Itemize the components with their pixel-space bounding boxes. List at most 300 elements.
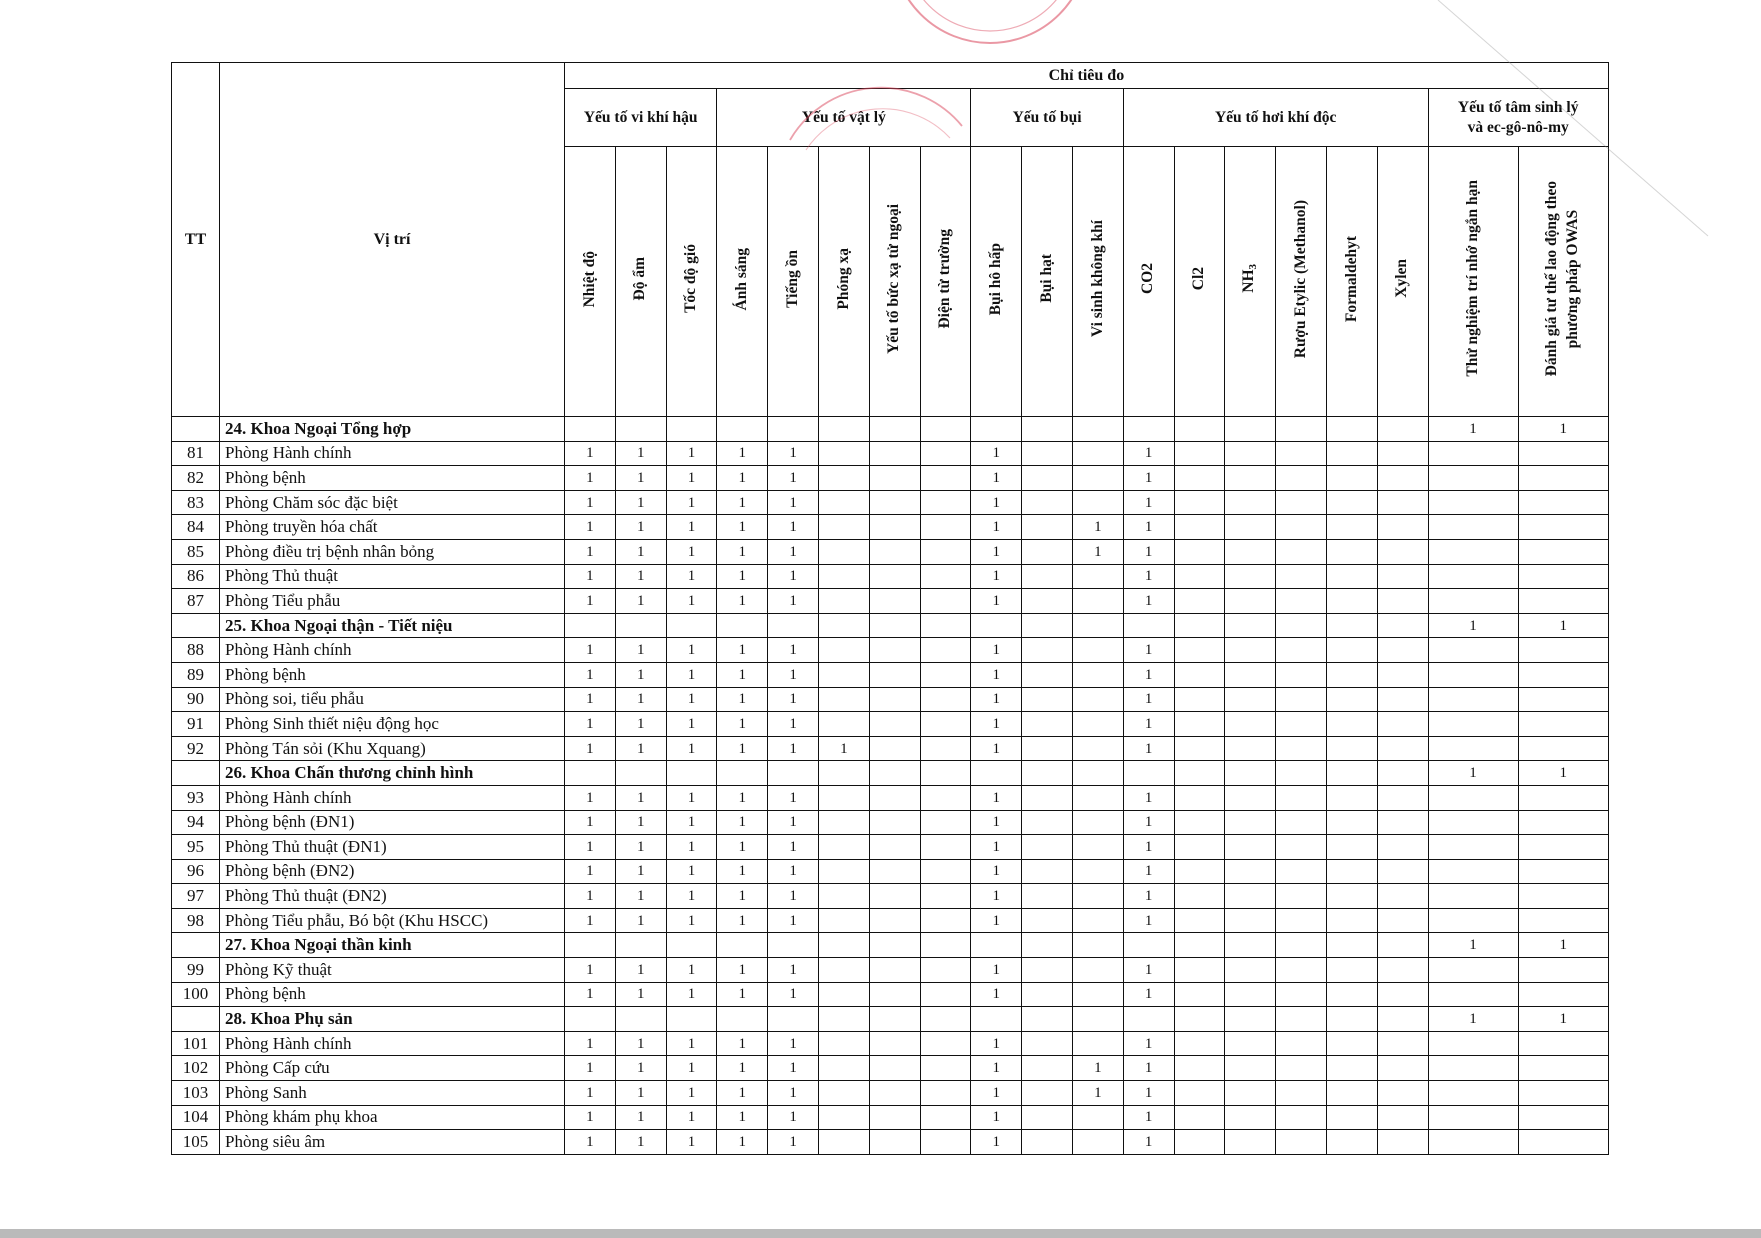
column-header-label: Ánh sáng (732, 247, 750, 311)
cell-dien-tu-truong (920, 1056, 971, 1081)
cell-do-am: 1 (615, 1130, 666, 1155)
cell-tri-nho-ngan-han (1428, 835, 1518, 860)
cell-anh-sang (717, 761, 768, 786)
cell-vi-sinh-khong-khi (1072, 835, 1123, 860)
row-location-cell: Phòng bệnh (220, 662, 565, 687)
row-location-cell: Phòng Tán sỏi (Khu Xquang) (220, 736, 565, 761)
cell-tieng-on: 1 (768, 564, 819, 589)
cell-ruou-etylic (1276, 736, 1327, 761)
column-header-toc-do-gio (666, 147, 717, 417)
cell-dien-tu-truong (920, 466, 971, 491)
cell-nh3 (1225, 712, 1276, 737)
cell-formaldehyt (1326, 785, 1377, 810)
column-header-label: Nhiệt độ (580, 250, 598, 308)
column-header-anh-sang (717, 147, 768, 417)
cell-tieng-on: 1 (768, 539, 819, 564)
cell-dien-tu-truong (920, 539, 971, 564)
cell-buc-xa-tu-ngoai (869, 662, 920, 687)
group-header-line: Yếu tố tâm sinh lý (1457, 99, 1579, 117)
cell-anh-sang: 1 (717, 908, 768, 933)
cell-bui-hat (1022, 908, 1073, 933)
column-header-label: Thử nghiệm trí nhớ ngắn hạn (1463, 180, 1481, 378)
cell-nhiet-do: 1 (565, 490, 616, 515)
cell-tri-nho-ngan-han: 1 (1428, 1007, 1518, 1032)
cell-toc-do-gio: 1 (666, 662, 717, 687)
cell-co2: 1 (1123, 810, 1174, 835)
cell-bui-hat (1022, 564, 1073, 589)
cell-co2 (1123, 613, 1174, 638)
cell-anh-sang: 1 (717, 712, 768, 737)
cell-formaldehyt (1326, 613, 1377, 638)
cell-toc-do-gio (666, 417, 717, 442)
cell-cl2 (1174, 859, 1225, 884)
cell-anh-sang: 1 (717, 687, 768, 712)
cell-owas (1518, 810, 1608, 835)
cell-owas (1518, 1130, 1608, 1155)
cell-xylen (1377, 417, 1428, 442)
cell-bui-ho-hap: 1 (971, 515, 1022, 540)
cell-tieng-on: 1 (768, 785, 819, 810)
row-location-cell: Phòng Chăm sóc đặc biệt (220, 490, 565, 515)
cell-tieng-on (768, 613, 819, 638)
cell-toc-do-gio: 1 (666, 638, 717, 663)
cell-buc-xa-tu-ngoai (869, 564, 920, 589)
cell-phong-xa (818, 785, 869, 810)
cell-toc-do-gio: 1 (666, 564, 717, 589)
cell-toc-do-gio (666, 933, 717, 958)
row-tt-cell (172, 417, 220, 442)
cell-dien-tu-truong (920, 564, 971, 589)
cell-phong-xa (818, 589, 869, 614)
cell-dien-tu-truong (920, 810, 971, 835)
cell-toc-do-gio: 1 (666, 958, 717, 983)
cell-bui-hat (1022, 515, 1073, 540)
cell-tri-nho-ngan-han: 1 (1428, 417, 1518, 442)
cell-xylen (1377, 933, 1428, 958)
cell-ruou-etylic (1276, 933, 1327, 958)
cell-co2: 1 (1123, 835, 1174, 860)
cell-owas (1518, 1105, 1608, 1130)
cell-owas (1518, 859, 1608, 884)
cell-anh-sang (717, 417, 768, 442)
seal-inner-ring (904, 0, 1076, 31)
column-header-label: Yếu tố bức xạ tử ngoại (885, 203, 903, 354)
table-row (172, 638, 1609, 663)
cell-toc-do-gio: 1 (666, 810, 717, 835)
cell-tieng-on: 1 (768, 687, 819, 712)
cell-anh-sang: 1 (717, 982, 768, 1007)
cell-nhiet-do: 1 (565, 564, 616, 589)
cell-xylen (1377, 958, 1428, 983)
cell-tieng-on: 1 (768, 1056, 819, 1081)
cell-cl2 (1174, 466, 1225, 491)
cell-nh3 (1225, 736, 1276, 761)
cell-nhiet-do: 1 (565, 785, 616, 810)
cell-nhiet-do: 1 (565, 1105, 616, 1130)
cell-tieng-on: 1 (768, 712, 819, 737)
row-tt-cell: 104 (172, 1105, 220, 1130)
cell-buc-xa-tu-ngoai (869, 687, 920, 712)
column-header-xylen (1377, 147, 1428, 417)
cell-phong-xa (818, 1081, 869, 1106)
cell-bui-ho-hap: 1 (971, 662, 1022, 687)
cell-owas (1518, 490, 1608, 515)
cell-xylen (1377, 687, 1428, 712)
cell-owas: 1 (1518, 613, 1608, 638)
cell-nhiet-do (565, 933, 616, 958)
cell-formaldehyt (1326, 515, 1377, 540)
cell-co2: 1 (1123, 564, 1174, 589)
cell-anh-sang: 1 (717, 1130, 768, 1155)
row-tt-cell (172, 613, 220, 638)
row-location-cell: Phòng bệnh (ĐN2) (220, 859, 565, 884)
cell-vi-sinh-khong-khi (1072, 613, 1123, 638)
cell-co2 (1123, 761, 1174, 786)
cell-buc-xa-tu-ngoai (869, 539, 920, 564)
cell-bui-hat (1022, 1056, 1073, 1081)
cell-formaldehyt (1326, 1007, 1377, 1032)
cell-bui-ho-hap: 1 (971, 835, 1022, 860)
cell-formaldehyt (1326, 933, 1377, 958)
cell-ruou-etylic (1276, 1130, 1327, 1155)
cell-toc-do-gio: 1 (666, 515, 717, 540)
cell-buc-xa-tu-ngoai (869, 908, 920, 933)
cell-phong-xa (818, 564, 869, 589)
cell-toc-do-gio (666, 761, 717, 786)
cell-nhiet-do: 1 (565, 884, 616, 909)
cell-nhiet-do (565, 761, 616, 786)
table-row (172, 589, 1609, 614)
group-header-bui: Yếu tố bụi (971, 89, 1123, 147)
column-header-tieng-on (768, 147, 819, 417)
cell-vi-sinh-khong-khi (1072, 1007, 1123, 1032)
table-row (172, 810, 1609, 835)
cell-nh3 (1225, 982, 1276, 1007)
section-title-cell: 25. Khoa Ngoại thận - Tiết niệu (220, 613, 565, 638)
cell-dien-tu-truong (920, 958, 971, 983)
cell-bui-hat (1022, 441, 1073, 466)
cell-vi-sinh-khong-khi (1072, 859, 1123, 884)
cell-tieng-on: 1 (768, 908, 819, 933)
cell-co2: 1 (1123, 908, 1174, 933)
cell-bui-hat (1022, 1081, 1073, 1106)
cell-co2: 1 (1123, 490, 1174, 515)
row-location-cell: Phòng truyền hóa chất (220, 515, 565, 540)
cell-phong-xa (818, 761, 869, 786)
cell-co2: 1 (1123, 785, 1174, 810)
cell-dien-tu-truong (920, 785, 971, 810)
cell-nhiet-do (565, 1007, 616, 1032)
row-tt-cell (172, 761, 220, 786)
cell-nhiet-do: 1 (565, 662, 616, 687)
cell-nh3 (1225, 859, 1276, 884)
cell-co2 (1123, 933, 1174, 958)
cell-anh-sang: 1 (717, 884, 768, 909)
row-location-cell: Phòng soi, tiểu phẫu (220, 687, 565, 712)
cell-xylen (1377, 1056, 1428, 1081)
cell-xylen (1377, 589, 1428, 614)
cell-vi-sinh-khong-khi: 1 (1072, 1081, 1123, 1106)
cell-tri-nho-ngan-han: 1 (1428, 933, 1518, 958)
cell-dien-tu-truong (920, 441, 971, 466)
row-tt-cell: 97 (172, 884, 220, 909)
cell-do-am: 1 (615, 908, 666, 933)
row-location-cell: Phòng Kỹ thuật (220, 958, 565, 983)
row-tt-cell: 87 (172, 589, 220, 614)
cell-co2: 1 (1123, 1105, 1174, 1130)
cell-xylen (1377, 441, 1428, 466)
cell-cl2 (1174, 933, 1225, 958)
row-location-cell: Phòng bệnh (220, 466, 565, 491)
group-header-vat-ly: Yếu tố vật lý (717, 89, 971, 147)
cell-toc-do-gio: 1 (666, 1081, 717, 1106)
cell-nhiet-do: 1 (565, 712, 616, 737)
cell-bui-ho-hap: 1 (971, 859, 1022, 884)
row-tt-cell: 85 (172, 539, 220, 564)
cell-nh3 (1225, 539, 1276, 564)
cell-do-am: 1 (615, 662, 666, 687)
cell-phong-xa (818, 490, 869, 515)
cell-vi-sinh-khong-khi: 1 (1072, 539, 1123, 564)
cell-anh-sang: 1 (717, 1056, 768, 1081)
column-header-nhiet-do (565, 147, 616, 417)
row-tt-cell: 86 (172, 564, 220, 589)
cell-vi-sinh-khong-khi (1072, 884, 1123, 909)
column-header-bui-hat (1022, 147, 1073, 417)
cell-vi-sinh-khong-khi (1072, 785, 1123, 810)
cell-buc-xa-tu-ngoai (869, 417, 920, 442)
cell-bui-ho-hap: 1 (971, 908, 1022, 933)
row-tt-cell: 81 (172, 441, 220, 466)
cell-formaldehyt (1326, 835, 1377, 860)
cell-vi-sinh-khong-khi (1072, 982, 1123, 1007)
cell-cl2 (1174, 835, 1225, 860)
cell-dien-tu-truong (920, 761, 971, 786)
cell-do-am: 1 (615, 1056, 666, 1081)
cell-buc-xa-tu-ngoai (869, 884, 920, 909)
cell-do-am: 1 (615, 515, 666, 540)
cell-formaldehyt (1326, 712, 1377, 737)
cell-vi-sinh-khong-khi (1072, 638, 1123, 663)
cell-tieng-on: 1 (768, 662, 819, 687)
cell-cl2 (1174, 736, 1225, 761)
cell-bui-ho-hap: 1 (971, 687, 1022, 712)
cell-dien-tu-truong (920, 613, 971, 638)
cell-bui-ho-hap (971, 417, 1022, 442)
cell-phong-xa (818, 933, 869, 958)
table-row (172, 982, 1609, 1007)
cell-owas: 1 (1518, 933, 1608, 958)
cell-phong-xa (818, 810, 869, 835)
cell-xylen (1377, 884, 1428, 909)
row-location-cell: Phòng bệnh (ĐN1) (220, 810, 565, 835)
cell-bui-ho-hap (971, 613, 1022, 638)
cell-nhiet-do: 1 (565, 441, 616, 466)
cell-co2: 1 (1123, 687, 1174, 712)
cell-buc-xa-tu-ngoai (869, 712, 920, 737)
owas-line-2: phương pháp OWAS (1564, 209, 1582, 349)
cell-do-am (615, 417, 666, 442)
cell-nh3 (1225, 1130, 1276, 1155)
cell-toc-do-gio: 1 (666, 1031, 717, 1056)
cell-vi-sinh-khong-khi (1072, 589, 1123, 614)
cell-buc-xa-tu-ngoai (869, 835, 920, 860)
cell-co2: 1 (1123, 1130, 1174, 1155)
cell-tri-nho-ngan-han (1428, 564, 1518, 589)
cell-bui-hat (1022, 982, 1073, 1007)
cell-ruou-etylic (1276, 884, 1327, 909)
cell-phong-xa (818, 712, 869, 737)
cell-formaldehyt (1326, 490, 1377, 515)
cell-anh-sang: 1 (717, 958, 768, 983)
table-row (172, 712, 1609, 737)
cell-phong-xa (818, 884, 869, 909)
cell-anh-sang: 1 (717, 785, 768, 810)
cell-bui-hat (1022, 884, 1073, 909)
cell-tri-nho-ngan-han (1428, 736, 1518, 761)
cell-xylen (1377, 515, 1428, 540)
cell-tieng-on: 1 (768, 441, 819, 466)
section-row (172, 613, 1609, 638)
cell-do-am: 1 (615, 441, 666, 466)
cell-tieng-on (768, 1007, 819, 1032)
cell-tri-nho-ngan-han (1428, 1105, 1518, 1130)
cell-vi-sinh-khong-khi (1072, 958, 1123, 983)
cell-buc-xa-tu-ngoai (869, 859, 920, 884)
cell-tri-nho-ngan-han (1428, 1031, 1518, 1056)
cell-ruou-etylic (1276, 1081, 1327, 1106)
table-row (172, 884, 1609, 909)
cell-formaldehyt (1326, 662, 1377, 687)
cell-nh3 (1225, 884, 1276, 909)
cell-bui-hat (1022, 785, 1073, 810)
cell-do-am: 1 (615, 712, 666, 737)
cell-dien-tu-truong (920, 515, 971, 540)
cell-tri-nho-ngan-han (1428, 441, 1518, 466)
group-header-hoi-khi-doc: Yếu tố hơi khí độc (1123, 89, 1428, 147)
cell-bui-ho-hap (971, 933, 1022, 958)
column-header-label (1240, 264, 1260, 293)
cell-xylen (1377, 1007, 1428, 1032)
cell-bui-hat (1022, 933, 1073, 958)
cell-nh3 (1225, 933, 1276, 958)
red-seal-stamp-top (892, 0, 1088, 43)
cell-owas (1518, 1081, 1608, 1106)
cell-nhiet-do: 1 (565, 835, 616, 860)
row-tt-cell: 99 (172, 958, 220, 983)
cell-cl2 (1174, 515, 1225, 540)
cell-tri-nho-ngan-han (1428, 466, 1518, 491)
cell-formaldehyt (1326, 1031, 1377, 1056)
cell-bui-ho-hap: 1 (971, 564, 1022, 589)
measurement-table (171, 62, 1609, 1155)
cell-owas (1518, 958, 1608, 983)
cell-nh3 (1225, 417, 1276, 442)
row-tt-cell: 102 (172, 1056, 220, 1081)
cell-tieng-on: 1 (768, 515, 819, 540)
cell-bui-hat (1022, 417, 1073, 442)
cell-phong-xa (818, 1007, 869, 1032)
cell-anh-sang: 1 (717, 1105, 768, 1130)
cell-bui-hat (1022, 613, 1073, 638)
cell-nh3 (1225, 466, 1276, 491)
cell-owas: 1 (1518, 761, 1608, 786)
cell-xylen (1377, 761, 1428, 786)
cell-buc-xa-tu-ngoai (869, 490, 920, 515)
cell-phong-xa (818, 982, 869, 1007)
cell-ruou-etylic (1276, 835, 1327, 860)
cell-vi-sinh-khong-khi (1072, 662, 1123, 687)
cell-owas (1518, 466, 1608, 491)
row-tt-cell: 84 (172, 515, 220, 540)
cell-anh-sang: 1 (717, 859, 768, 884)
cell-tri-nho-ngan-han (1428, 1081, 1518, 1106)
group-header-line: và ec-gô-nô-my (1467, 118, 1569, 136)
cell-bui-ho-hap (971, 761, 1022, 786)
cell-nh3 (1225, 1007, 1276, 1032)
cell-phong-xa (818, 417, 869, 442)
cell-cl2 (1174, 662, 1225, 687)
owas-line-1: Đánh giá tư thế lao động theo (1543, 181, 1561, 377)
cell-ruou-etylic (1276, 515, 1327, 540)
column-header-cl2 (1174, 147, 1225, 417)
column-header-vi-sinh-khong-khi (1072, 147, 1123, 417)
cell-dien-tu-truong (920, 1081, 971, 1106)
row-tt-cell: 83 (172, 490, 220, 515)
cell-tieng-on: 1 (768, 958, 819, 983)
header-chi-tieu-do: Chỉ tiêu đo (565, 63, 1609, 89)
cell-dien-tu-truong (920, 908, 971, 933)
column-header-nh3 (1225, 147, 1276, 417)
row-location-cell: Phòng Thủ thuật (ĐN2) (220, 884, 565, 909)
row-tt-cell (172, 1007, 220, 1032)
cell-buc-xa-tu-ngoai (869, 613, 920, 638)
cell-cl2 (1174, 761, 1225, 786)
cell-bui-ho-hap (971, 1007, 1022, 1032)
cell-ruou-etylic (1276, 1056, 1327, 1081)
row-location-cell: Phòng Hành chính (220, 441, 565, 466)
row-location-cell: Phòng khám phụ khoa (220, 1105, 565, 1130)
cell-dien-tu-truong (920, 589, 971, 614)
cell-owas (1518, 884, 1608, 909)
cell-vi-sinh-khong-khi: 1 (1072, 515, 1123, 540)
cell-toc-do-gio (666, 613, 717, 638)
cell-dien-tu-truong (920, 1031, 971, 1056)
cell-nh3 (1225, 785, 1276, 810)
cell-phong-xa (818, 1105, 869, 1130)
cell-co2: 1 (1123, 1081, 1174, 1106)
table-row (172, 539, 1609, 564)
cell-owas (1518, 515, 1608, 540)
column-header-tri-nho-ngan-han (1428, 147, 1518, 417)
row-tt-cell: 94 (172, 810, 220, 835)
cell-tri-nho-ngan-han: 1 (1428, 613, 1518, 638)
cell-co2: 1 (1123, 1056, 1174, 1081)
cell-formaldehyt (1326, 1130, 1377, 1155)
cell-do-am (615, 613, 666, 638)
cell-anh-sang: 1 (717, 466, 768, 491)
cell-tri-nho-ngan-han (1428, 958, 1518, 983)
cell-buc-xa-tu-ngoai (869, 515, 920, 540)
row-location-cell: Phòng bệnh (220, 982, 565, 1007)
cell-tieng-on: 1 (768, 1105, 819, 1130)
cell-vi-sinh-khong-khi (1072, 1031, 1123, 1056)
cell-buc-xa-tu-ngoai (869, 1031, 920, 1056)
cell-ruou-etylic (1276, 613, 1327, 638)
cell-toc-do-gio: 1 (666, 785, 717, 810)
cell-nh3 (1225, 589, 1276, 614)
cell-nhiet-do: 1 (565, 466, 616, 491)
